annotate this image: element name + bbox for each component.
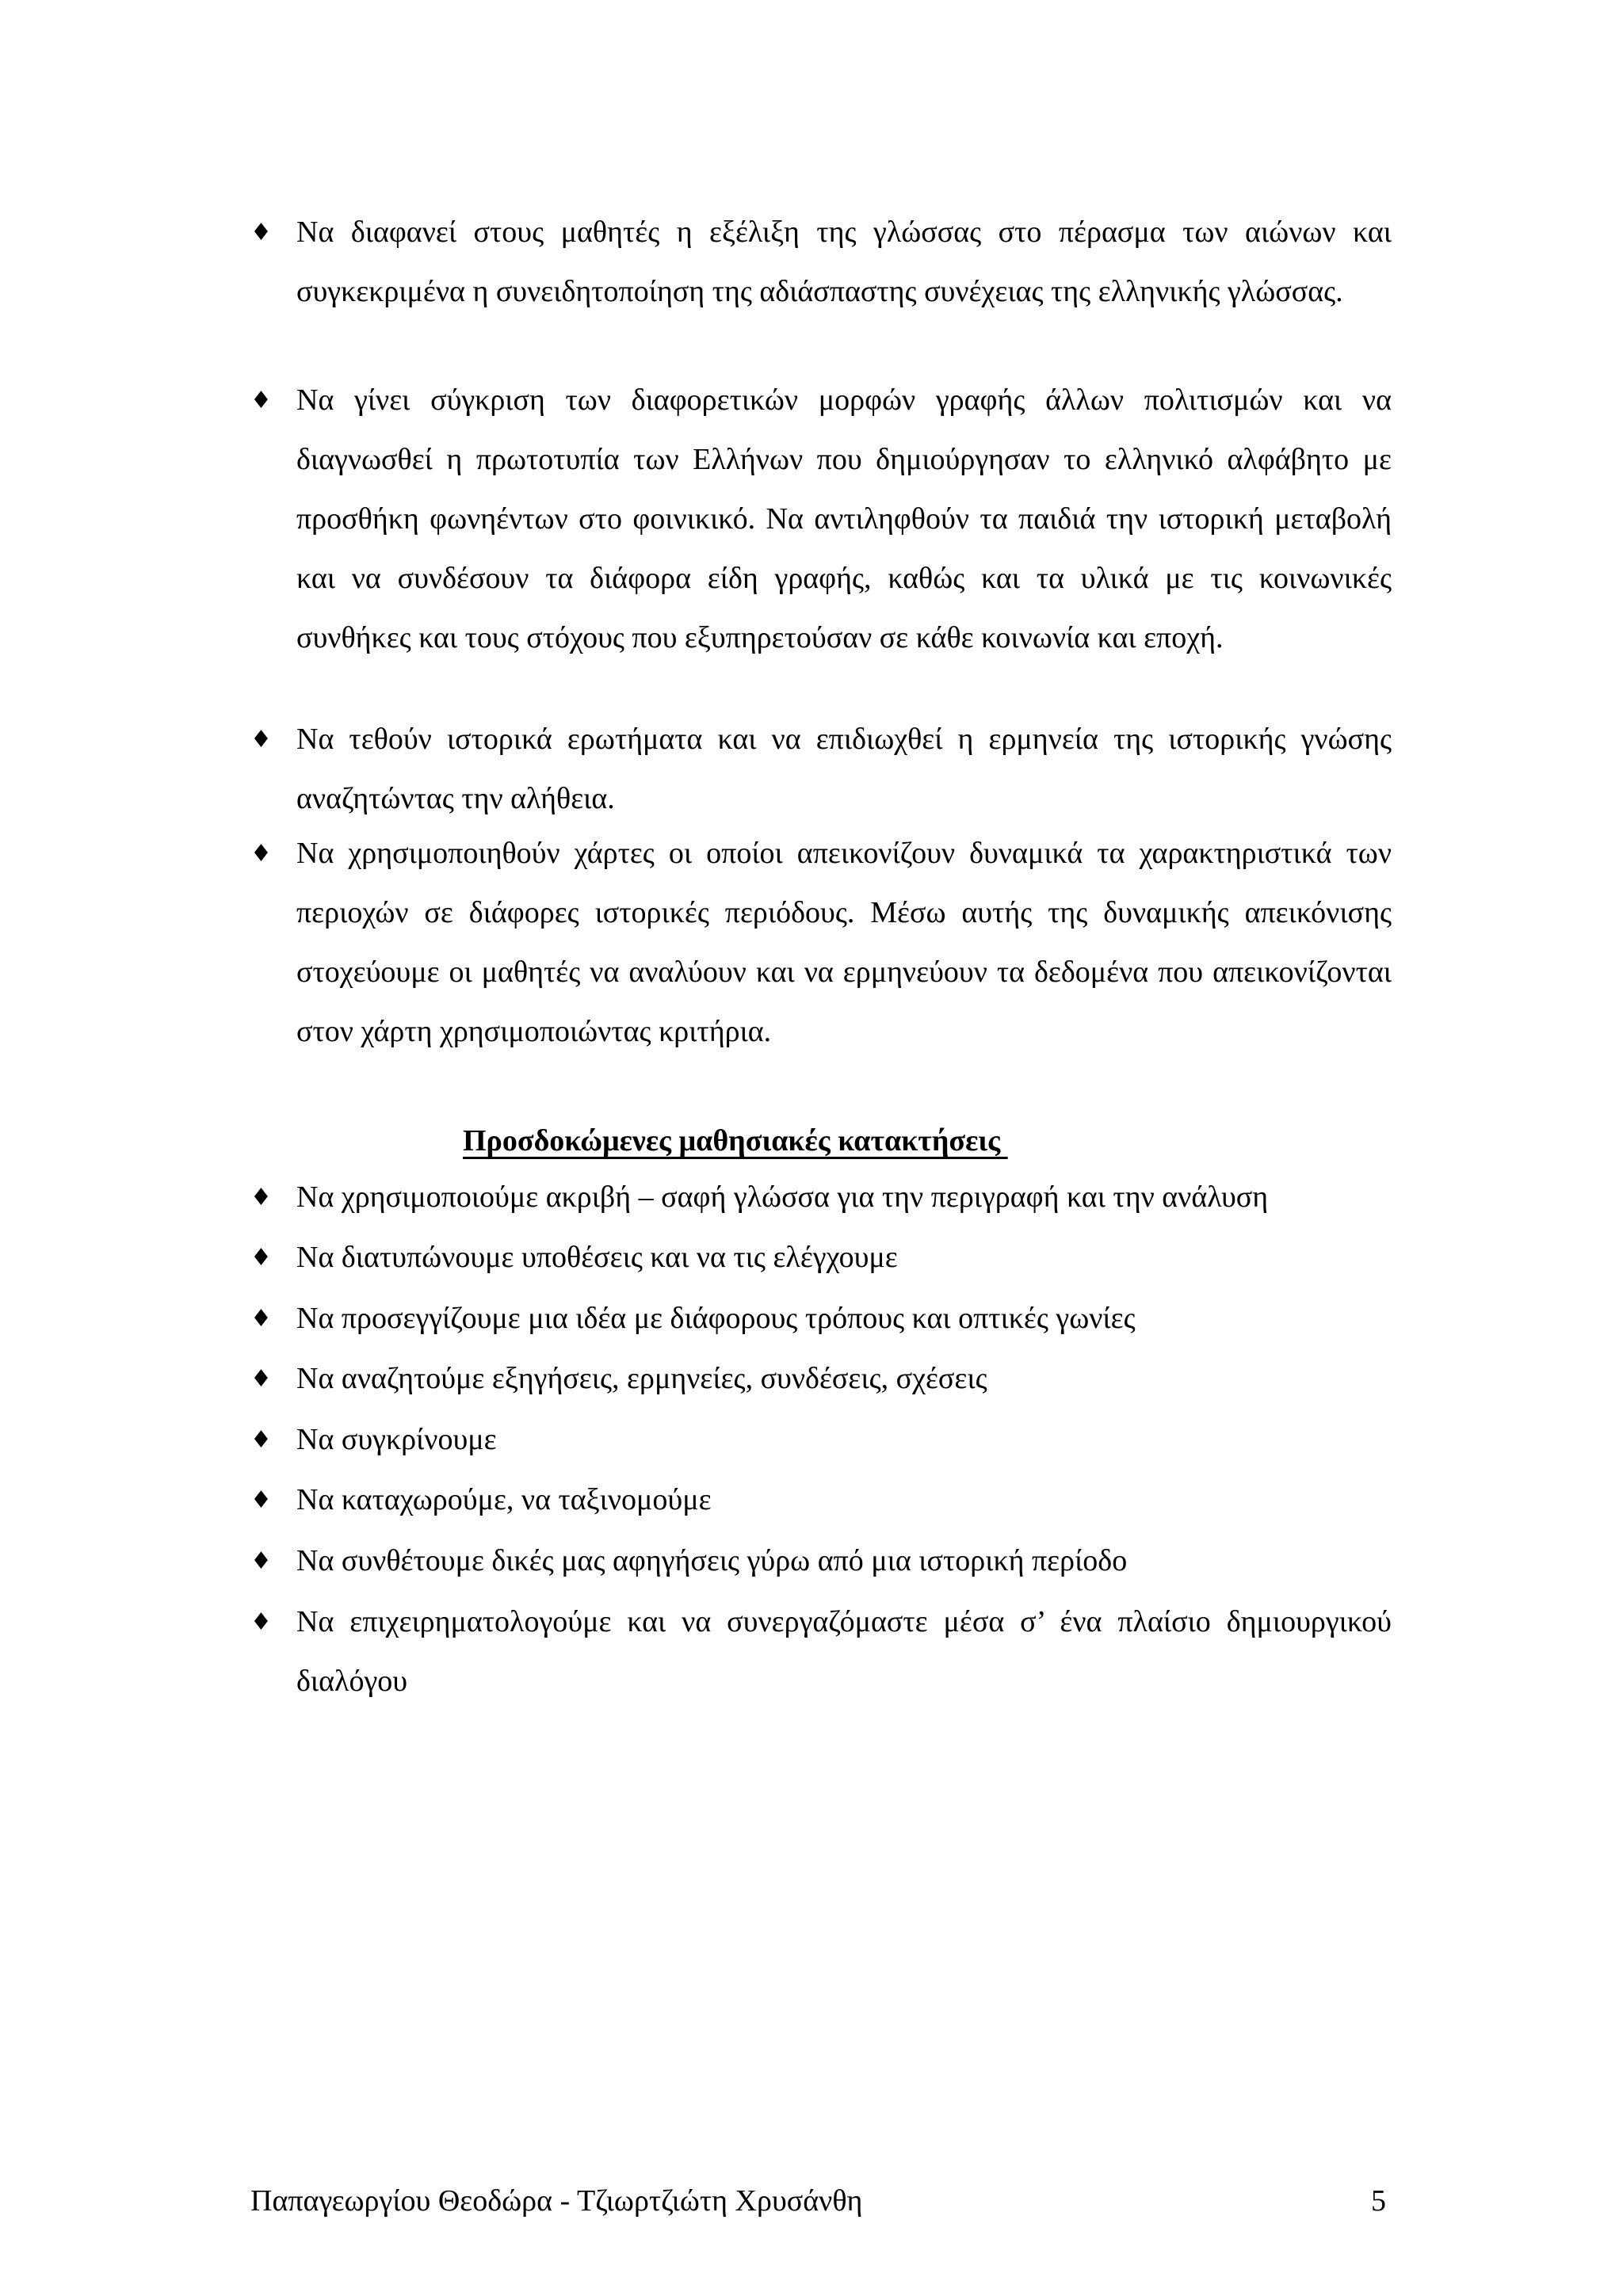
- goal-item-2: Να γίνει σύγκριση των διαφορετικών μορφών γραφής άλλων πολιτισμών και να διαγνωσθεί η πρωτοτυπία των Ελλήνων που δημιούργησαν το ελληνικό αλφάβητο με προσθήκη φωνηέντων στο φοινικικό. Να αντιληφθούν τα παιδιά την ιστορική μεταβολή και να συνδέσουν τα διάφορα είδη γραφής, καθώς και τα υλικά με τις κοινωνικές συνθήκες και τους στόχους που εξυπηρετούσαν σε κάθε κοινωνία και εποχή.: [296, 383, 1392, 654]
- bullet-diamond-icon: ♦: [250, 726, 272, 753]
- bullet-diamond-icon: ♦: [250, 1608, 272, 1636]
- outcome-item-3: Να προσεγγίζουμε μια ιδέα με διάφορους τρόπους και οπτικές γωνίες: [296, 1302, 1136, 1335]
- goal-item-3: Να τεθούν ιστορικά ερωτήματα και να επιδιωχθεί η ερμηνεία της ιστορικής γνώσης αναζητώντας την αλήθεια.: [296, 723, 1392, 815]
- footer-author: Παπαγεωργίου Θεοδώρα - Τζιωρτζιώτη Χρυσάνθη: [250, 2184, 863, 2218]
- bullet-diamond-icon: ♦: [250, 1486, 272, 1514]
- outcome-item-1: Να χρησιμοποιούμε ακριβή – σαφή γλώσσα για την περιγραφή και την ανάλυση: [296, 1180, 1269, 1214]
- page-number: 5: [1371, 2184, 1386, 2218]
- outcome-item-2: Να διατυπώνουμε υποθέσεις και να τις ελέγχουμε: [296, 1241, 898, 1274]
- bullet-diamond-icon: ♦: [250, 1426, 272, 1454]
- bullet-diamond-icon: ♦: [250, 1244, 272, 1272]
- outcome-item-7: Να συνθέτουμε δικές μας αφηγήσεις γύρω από μια ιστορική περίοδο: [296, 1544, 1128, 1577]
- goal-item-4: Να χρησιμοποιηθούν χάρτες οι οποίοι απεικονίζουν δυναμικά τα χαρακτηριστικά των περιοχών σε διάφορες ιστορικές περιόδους. Μέσω αυτής της δυναμικής απεικόνισης στοχεύουμε οι μαθητές να αναλύουν και να ερμηνεύουν τα δεδομένα που απεικονίζονται στον χάρτη χρησιμοποιώντας κριτήρια.: [296, 837, 1392, 1048]
- section-heading: Προσδοκώμενες μαθησιακές κατακτήσεις: [463, 1124, 1008, 1158]
- bullet-diamond-icon: ♦: [250, 387, 272, 414]
- bullet-diamond-icon: ♦: [250, 1547, 272, 1575]
- bullet-diamond-icon: ♦: [250, 840, 272, 868]
- outcome-item-8: Να επιχειρηματολογούμε και να συνεργαζόμαστε μέσα σ’ ένα πλαίσιο δημιουργικού διαλόγου: [296, 1605, 1392, 1698]
- outcome-item-4: Να αναζητούμε εξηγήσεις, ερμηνείες, συνδέσεις, σχέσεις: [296, 1362, 987, 1395]
- bullet-diamond-icon: ♦: [250, 1365, 272, 1393]
- goal-item-1: Να διαφανεί στους μαθητές η εξέλιξη της γλώσσας στο πέρασμα των αιώνων και συγκεκριμένα η συνειδητοποίηση της αδιάσπαστης συνέχειας της ελληνικής γλώσσας.: [296, 215, 1392, 308]
- outcome-item-5: Να συγκρίνουμε: [296, 1423, 497, 1456]
- bullet-diamond-icon: ♦: [250, 1305, 272, 1333]
- bullet-diamond-icon: ♦: [250, 219, 272, 246]
- outcome-item-6: Να καταχωρούμε, να ταξινομούμε: [296, 1483, 712, 1516]
- bullet-diamond-icon: ♦: [250, 1184, 272, 1211]
